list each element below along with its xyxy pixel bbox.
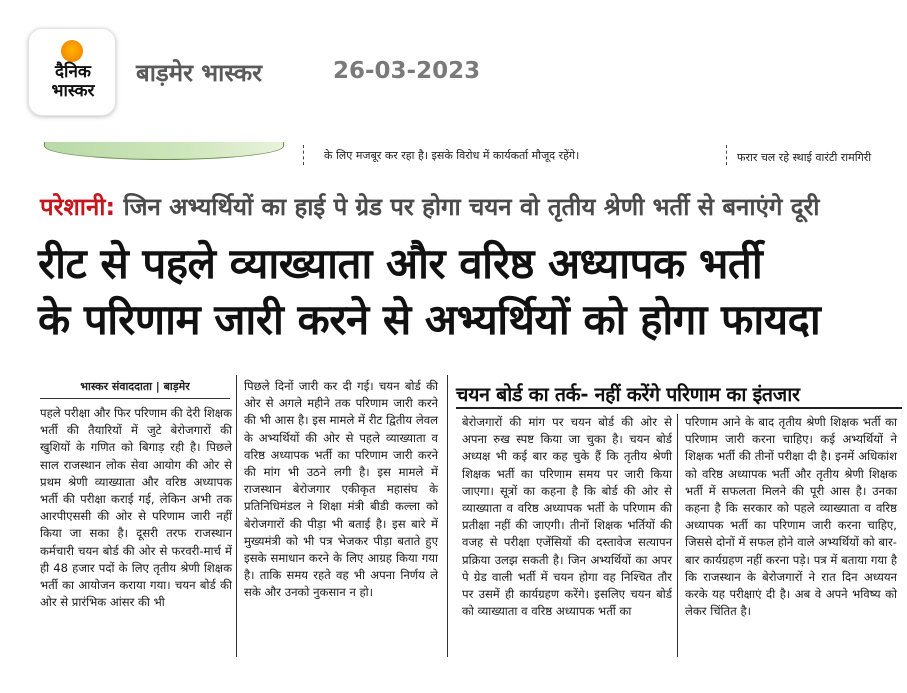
logo-line1: दैनिक: [55, 62, 91, 82]
article-column-2: पिछले दिनों जारी कर दी गई। चयन बोर्ड की ओर से अगले महीने तक परिणाम जारी करने की भी आस है। इस मामले में रीट द्वितीय लेवल के अभ्यर्थियों की ओर से पहले व्याख्याता व वरिष्ठ अध्यापक भर्ती का परिणाम जारी करने की मांग भी उठने लगी है। इस मामले में राजस्थान बेरोजगार एकीकृत महासंघ के प्रतिनिधिमंडल ने शिक्षा मंत्री बीडी कल्ला को बेरोजगारों की पीड़ा भी बताई है। इस बारे में मुख्यमंत्री को भी पत्र भेजकर पीड़ा बताते हुए इसके समाधान करने के लिए आग्रह किया गया है। ताकि समय रहते वह भी अपना निर्णय ले सके और उनको नुकसान न हो।: [244, 379, 438, 600]
subhead-divider: [456, 407, 902, 409]
app-header: [0, 0, 907, 142]
kicker-label: परेशानी:: [40, 193, 116, 221]
strip-text-left: के लिए मजबूर कर रहा है। इसके विरोध में कार्यकर्ता मौजूद रहेंगे।: [324, 149, 580, 162]
headline-line-2: के परिणाम जारी करने से अभ्यर्थियों को होगा फायदा: [38, 295, 821, 344]
column-divider: [447, 375, 448, 657]
byline-divider: [40, 398, 230, 399]
article-subhead: चयन बोर्ड का तर्क- नहीं करेंगे परिणाम का इंतजार: [456, 383, 800, 406]
sun-icon: [61, 40, 83, 62]
strip-text-right: फरार चल रहे स्थाई वारंटी रामगिरी: [737, 151, 872, 164]
edition-date: 26-03-2023: [333, 58, 481, 84]
article-column-3: बेरोजगारों की मांग पर चयन बोर्ड की ओर से अपना रुख स्पष्ट किया जा चुका है। चयन बोर्ड अध्यक्ष भी कई बार कह चुके हैं कि तृतीय श्रेणी शिक्षक भर्ती का परिणाम समय पर जारी किया जाएगा। सूत्रों का कहना है कि बोर्ड की ओर से व्याख्याता व वरिष्ठ अध्यापक भर्ती के परिणाम की प्रतीक्षा नहीं की जाएगी। तीनों शिक्षक भर्तियों की वजह से परीक्षा एजेंसियों की दस्तावेज सत्यापन प्रक्रिया उलझ सकती है। जिन अभ्यर्थियों का अपर पे ग्रेड वाली भर्ती में चयन होगा वह निश्चित तौर पर उसमें ही कार्यग्रहण करेंगे। इसलिए चयन बोर्ड को व्याख्याता व वरिष्ठ अध्यापक भर्ती का: [462, 415, 672, 619]
column-divider: [236, 375, 237, 657]
strip-divider: [303, 145, 304, 165]
dainik-bhaskar-logo[interactable]: [28, 28, 116, 116]
article-column-1: पहले परीक्षा और फिर परिणाम की देरी शिक्षक भर्ती की तैयारियों में जुटे बेरोजगारों की खुशियों के गणित को बिगाड़ रही है। पिछले साल राजस्थान लोक सेवा आयोग की ओर से प्रथम श्रेणी व्याख्याता और वरिष्ठ अध्यापक भर्ती की परीक्षा कराई गई, लेकिन अभी तक आरपीएससी की ओर से परिणाम जारी नहीं किया जा सका है। दूसरी तरफ राजस्थान कर्मचारी चयन बोर्ड की ओर से फरवरी-मार्च में ही 48 हजार पदों के लिए तृतीय श्रेणी शिक्षक भर्ती का आयोजन कराया गया। चयन बोर्ड की ओर से प्रारंभिक आंसर की भी: [40, 406, 232, 610]
column-divider: [677, 414, 678, 657]
article-headline: [38, 236, 888, 348]
logo-line2: भास्कर: [51, 81, 95, 101]
headline-line-1: रीट से पहले व्याख्याता और वरिष्ठ अध्यापक भर्ती: [38, 239, 763, 288]
strip-divider: [726, 145, 727, 165]
kicker-text: जिन अभ्यर्थियों का हाई पे ग्रेड पर होगा चयन वो तृतीय श्रेणी भर्ती से बनाएंगे दूरी: [115, 193, 820, 221]
byline: भास्कर संवाददाता | बाड़मेर: [80, 380, 190, 393]
article-kicker: [40, 190, 820, 223]
article-column-4: परिणाम आने के बाद तृतीय श्रेणी शिक्षक भर्ती का परिणाम जारी करना चाहिए। कई अभ्यर्थियों ने शिक्षक भर्ती की तीनों परीक्षा दी है। इनमें अधिकांश को वरिष्ठ अध्यापक भर्ती और तृतीय श्रेणी शिक्षक भर्ती में सफलता मिलने की पूरी आस है। उनका कहना है कि सरकार को पहले व्याख्याता व वरिष्ठ अध्यापक भर्ती का परिणाम जारी करना चाहिए, जिससे दोनों में सफल होने वाले अभ्यर्थियों को बार-बार कार्यग्रहण नहीं करना पड़े। पत्र में बताया गया है कि राजस्थान के बेरोजगारों ने रात दिन अध्ययन करके यह परीक्षाएं दी है। अब वे अपने भविष्य को लेकर चिंतित है।: [685, 415, 897, 619]
edition-title: बाड़मेर भास्कर: [136, 59, 262, 87]
